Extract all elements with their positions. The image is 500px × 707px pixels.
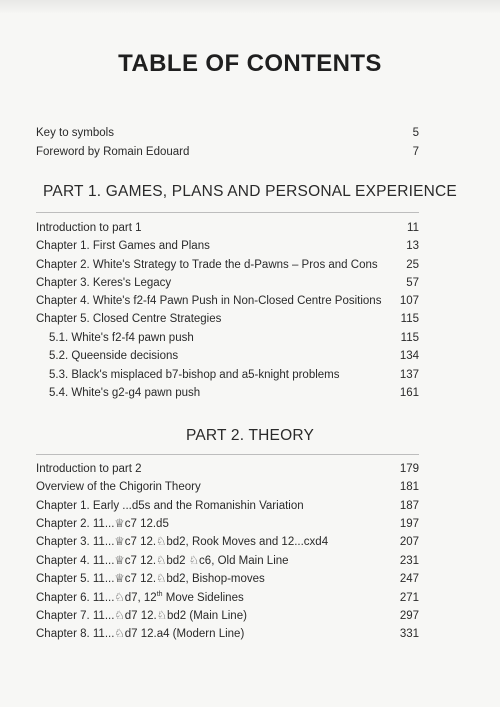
toc-entry-page: 331 — [399, 628, 419, 640]
toc-entry-page: 161 — [399, 387, 419, 399]
toc-entry-label: Chapter 7. 11...♘d7 12.♘bd2 (Main Line) — [36, 610, 247, 622]
toc-entry-label: Chapter 3. 11...♕c7 12.♘bd2, Rook Moves and 12...cxd4 — [36, 536, 329, 548]
toc-entry-label: Chapter 5. 11...♕c7 12.♘bd2, Bishop-moves — [36, 573, 265, 585]
toc-entry-label: Chapter 2. White's Strategy to Trade the d-Pawns – Pros and Cons — [36, 259, 378, 271]
part1-heading: PART 1. GAMES, PLANS AND PERSONAL EXPERIENCE — [43, 183, 457, 200]
toc-entry-label: Chapter 4. White's f2-f4 Pawn Push in Non-Closed Centre Positions — [36, 295, 382, 307]
toc-entry — [36, 219, 419, 237]
toc-entry — [36, 478, 419, 496]
toc-subentry — [49, 384, 419, 402]
toc-entry-page: 197 — [399, 518, 419, 530]
toc-entry-page: 57 — [406, 277, 419, 289]
toc-entry — [36, 256, 419, 274]
toc-entry — [36, 237, 419, 255]
toc-entry-page: 25 — [406, 259, 419, 271]
toc-entry-label: Introduction to part 2 — [36, 463, 142, 475]
toc-entry-page: 207 — [399, 536, 419, 548]
toc-entry-label: Chapter 5. Closed Centre Strategies — [36, 313, 222, 325]
toc-entry-page: 134 — [399, 350, 419, 362]
toc-entry-page: 297 — [399, 610, 419, 622]
toc-entry-page: 7 — [412, 146, 419, 158]
toc-entry-page: 107 — [399, 295, 419, 307]
toc-entry — [36, 515, 419, 533]
toc-entry-label: 5.4. White's g2-g4 pawn push — [49, 387, 201, 399]
toc-entry-label: Chapter 1. First Games and Plans — [36, 240, 210, 252]
toc-entry — [36, 274, 419, 292]
toc-entry-page: 5 — [412, 127, 419, 139]
toc-subentry — [49, 366, 419, 384]
toc-entry-page: 271 — [399, 592, 419, 604]
toc-entry-label: Chapter 8. 11...♘d7 12.a4 (Modern Line) — [36, 628, 245, 640]
part2-divider — [36, 454, 419, 455]
toc-entry-page: 179 — [399, 463, 419, 475]
toc-entry — [36, 460, 419, 478]
toc-entry-label — [36, 589, 244, 607]
toc-entry-label: 5.2. Queenside decisions — [49, 350, 179, 362]
toc-entry-page: 181 — [399, 481, 419, 493]
toc-entry-page: 137 — [399, 369, 419, 381]
toc-subentry — [49, 329, 419, 347]
toc-entry — [36, 310, 419, 328]
toc-entry-page: 11 — [407, 222, 419, 234]
toc-entry-label: 5.1. White's f2-f4 pawn push — [49, 332, 194, 344]
part1-divider — [36, 212, 419, 213]
toc-entry-label: Chapter 1. Early ...d5s and the Romanishin Variation — [36, 500, 304, 512]
toc-entry — [36, 143, 419, 161]
toc-entry — [36, 497, 419, 515]
superscript-ordinal: th — [156, 591, 163, 599]
part2-heading: PART 2. THEORY — [186, 427, 314, 444]
toc-entry-page: 187 — [399, 500, 419, 512]
toc-entry — [36, 607, 419, 625]
toc-entry — [36, 552, 419, 570]
toc-entry-page: 115 — [400, 313, 419, 325]
toc-entry — [36, 589, 419, 607]
toc-entry-page: 13 — [406, 240, 419, 252]
toc-subentry — [49, 347, 419, 365]
toc-entry — [36, 625, 419, 643]
toc-entry-label-part: Move Sidelines — [162, 592, 244, 604]
toc-entry-page: 231 — [399, 555, 419, 567]
toc-entry — [36, 570, 419, 588]
toc-entry-label: Chapter 4. 11...♕c7 12.♘bd2 ♘c6, Old Main Line — [36, 555, 289, 567]
toc-entry-label: Chapter 2. 11...♕c7 12.d5 — [36, 518, 169, 530]
toc-entry-label: 5.3. Black's misplaced b7-bishop and a5-knight problems — [49, 369, 340, 381]
page-title: TABLE OF CONTENTS — [118, 50, 382, 77]
toc-entry-page: 115 — [400, 332, 419, 344]
toc-entry-label: Chapter 3. Keres's Legacy — [36, 277, 172, 289]
toc-entry-label: Introduction to part 1 — [36, 222, 142, 234]
toc-entry-label: Foreword by Romain Edouard — [36, 146, 190, 158]
toc-entry-label: Key to symbols — [36, 127, 114, 139]
toc-entry — [36, 533, 419, 551]
toc-entry-label: Overview of the Chigorin Theory — [36, 481, 201, 493]
page-top-shadow — [0, 0, 500, 14]
toc-entry-label-part: Chapter 6. 11...♘d7, 12 — [36, 592, 157, 604]
toc-entry-page: 247 — [399, 573, 419, 585]
toc-entry — [36, 124, 419, 142]
toc-entry — [36, 292, 419, 310]
